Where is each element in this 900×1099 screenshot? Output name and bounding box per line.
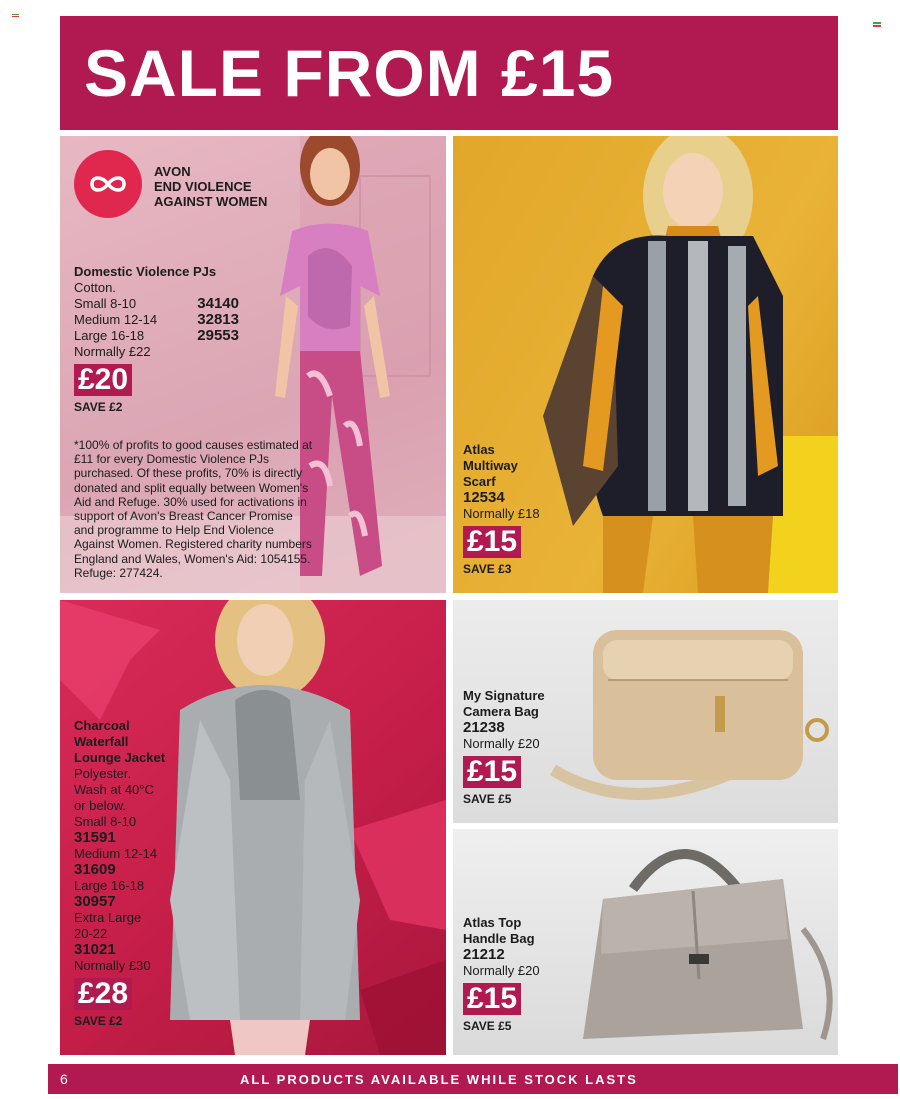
logo-line-1: AVON [154,164,191,179]
saving-text: SAVE £2 [74,400,123,414]
care-instruction: Wash at 40°C [74,782,154,797]
normal-price: Normally £22 [74,344,151,359]
size-row: Small 8-10 34140 [74,295,239,312]
product-code: 31609 [74,861,116,878]
product-code: 31021 [74,941,116,958]
camera-bag-panel[interactable] [453,600,838,823]
corner-mark-right [873,22,881,28]
product-code: 32813 [197,311,239,328]
product-name-line: Scarf [463,474,496,489]
product-code: 31591 [74,829,116,846]
product-code: 21212 [463,946,505,963]
product-code: 29553 [197,327,239,344]
pj-details [74,264,239,415]
sale-price: £15 [463,983,521,1015]
saving-text: SAVE £5 [463,1019,512,1033]
product-code: 30957 [74,893,116,910]
charity-disclaimer: *100% of profits to good causes estimated at £11 for every Domestic Violence PJs purchased. Of these profits, 70% is directly donated and split equally between Women's Aid and Refuge. 30% used for activations in support of Avon's Breast Cancer Promise and programme to Help End Violence Against Women. Registered charity numbers England and Wales, Women's Aid: 1054155. Refuge: 277424. [74,438,313,580]
product-name-line: Multiway [463,458,518,473]
sale-price: £15 [463,756,521,788]
size-label: Medium 12-14 [74,846,158,861]
logo-text [154,164,267,209]
handle-bag-panel[interactable] [453,829,838,1055]
normal-price: Normally £20 [463,963,540,978]
product-code: 34140 [197,295,239,312]
product-code: 21238 [463,719,505,736]
product-name-line: Atlas [463,442,495,457]
page-footer [0,1064,900,1094]
normal-price: Normally £20 [463,736,540,751]
saving-text: SAVE £2 [74,1014,123,1028]
scarf-panel[interactable] [453,136,838,593]
sale-banner [60,16,838,130]
product-name: Domestic Violence PJs [74,264,217,279]
sale-price: £20 [74,364,132,396]
pj-panel[interactable] [60,136,446,593]
size-label: Large 16-18 [74,878,145,893]
infinity-icon [74,150,142,218]
product-name-line: Lounge Jacket [74,750,166,765]
size-row: Large 16-18 29553 [74,327,239,344]
page-number: 6 [60,1071,68,1087]
sale-price: £28 [74,978,132,1010]
scarf-details [463,442,540,577]
size-row: Medium 12-14 32813 [74,311,239,328]
sale-price: £15 [463,526,521,558]
product-material: Cotton. [74,280,116,295]
product-name-line: Camera Bag [463,704,539,719]
care-instruction: or below. [74,798,127,813]
logo-line-2: END VIOLENCE [154,179,252,194]
camera-bag-details [463,688,545,807]
jacket-details [74,718,165,1029]
product-material: Polyester. [74,766,132,781]
product-name-line: Charcoal [74,718,130,733]
size-label: Small 8-10 [74,814,137,829]
product-name-line: Atlas Top [463,915,522,930]
normal-price: Normally £30 [74,958,151,973]
handle-bag-details [463,915,540,1034]
normal-price: Normally £18 [463,506,540,521]
avon-end-violence-logo [74,150,142,218]
product-name-line: Handle Bag [463,931,535,946]
size-label: Extra Large 20-22 [74,910,142,941]
product-name-line: Waterfall [74,734,129,749]
saving-text: SAVE £5 [463,792,512,806]
page-title: SALE FROM £15 [84,36,615,110]
logo-line-3: AGAINST WOMEN [154,194,268,209]
product-code: 12534 [463,489,505,506]
jacket-panel[interactable] [60,600,446,1055]
product-name-line: My Signature [463,688,545,703]
footer-message: ALL PRODUCTS AVAILABLE WHILE STOCK LASTS [240,1072,638,1087]
saving-text: SAVE £3 [463,562,512,576]
corner-mark-left [12,14,19,17]
